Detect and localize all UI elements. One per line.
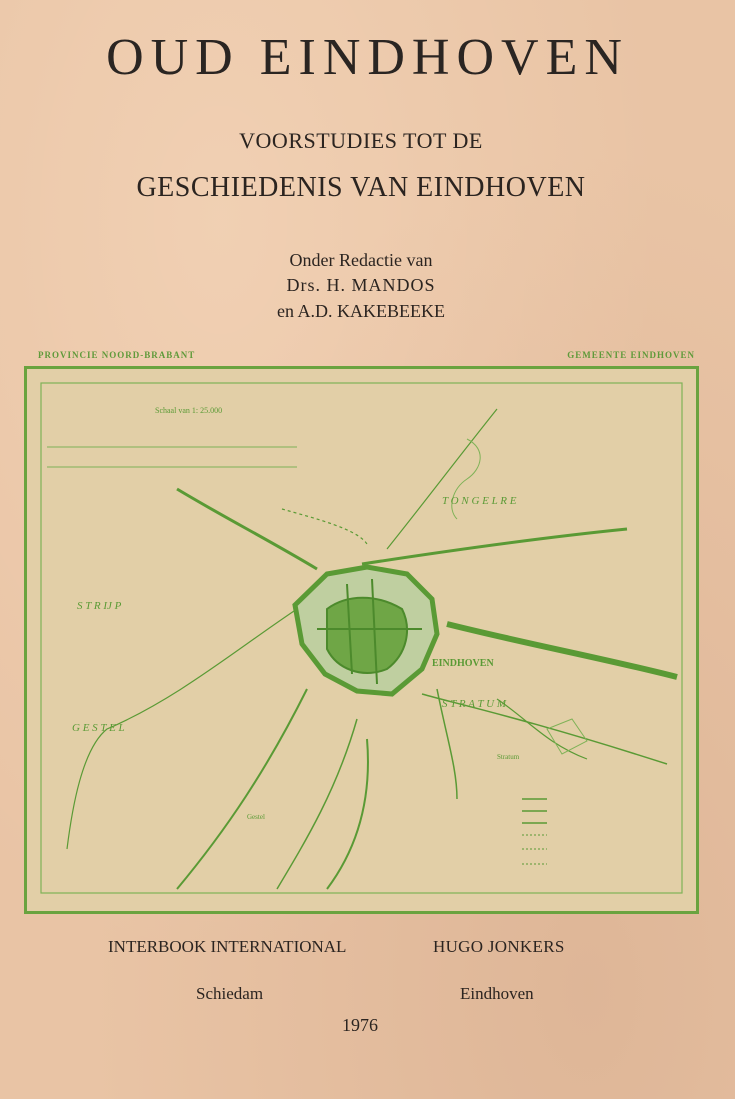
- subtitle-line-1: VOORSTUDIES TOT DE: [239, 128, 483, 153]
- map-header-right: GEMEENTE EINDHOVEN: [567, 350, 695, 360]
- place-stratum: Stratum: [497, 753, 520, 761]
- subtitle-line-2: GESCHIEDENIS VAN EINDHOVEN: [136, 172, 586, 203]
- scale-label: Schaal van 1: 25.000: [155, 406, 223, 415]
- map-drawing: [27, 369, 696, 911]
- region-stratum: S T R A T U M: [442, 698, 506, 710]
- editor-1: Drs. H. MANDOS: [286, 275, 436, 295]
- legend: [522, 799, 547, 864]
- map-illustration: [24, 350, 697, 912]
- town-label: EINDHOVEN: [432, 658, 494, 669]
- publisher-right-name: HUGO JONKERS: [433, 937, 565, 956]
- publisher-left-name: INTERBOOK INTERNATIONAL: [108, 937, 347, 956]
- publisher-right-city: Eindhoven: [460, 984, 534, 1003]
- editor-2: en A.D. KAKEBEEKE: [277, 301, 445, 321]
- region-tongelre: T O N G E L R E: [442, 495, 517, 507]
- book-title: OUD EINDHOVEN: [106, 29, 629, 86]
- editors-intro: Onder Redactie van: [289, 250, 433, 270]
- map-header-left: PROVINCIE NOORD-BRABANT: [38, 350, 196, 360]
- region-gestel: G E S T E L: [72, 722, 125, 734]
- map-frame: [24, 366, 699, 914]
- city-eindhoven: [295, 567, 437, 694]
- place-gestel: Gestel: [247, 813, 265, 821]
- publication-year: 1976: [342, 1015, 378, 1035]
- region-strijp: S T R IJ P: [77, 600, 122, 612]
- publisher-left-city: Schiedam: [196, 984, 264, 1003]
